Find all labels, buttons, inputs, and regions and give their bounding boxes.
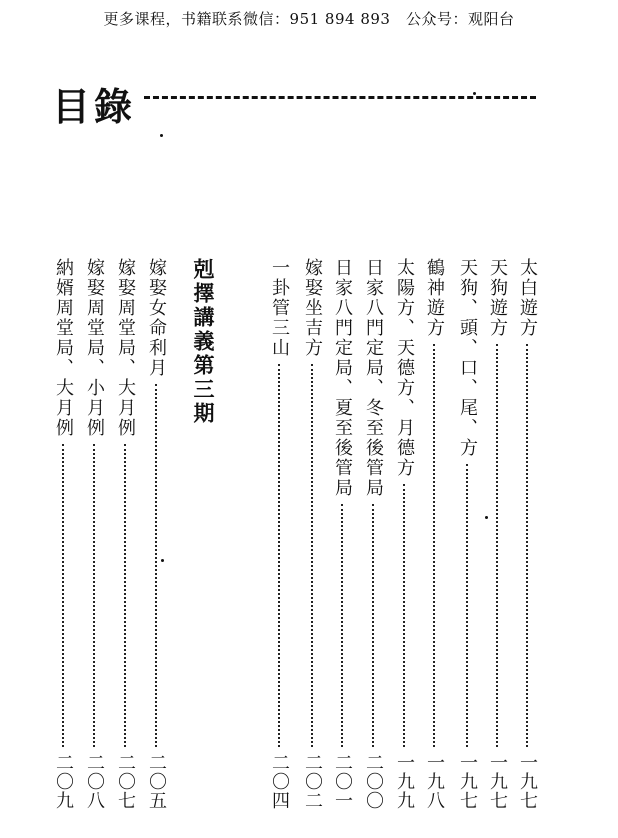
leader-dots [496,344,498,747]
toc-entry [453,258,481,810]
toc-entry-page: 二〇〇 [363,753,384,810]
toc-entry-page: 一九七 [487,753,508,810]
toc-entry-page: 一九九 [394,753,415,810]
toc-entry-title: 嫁娶坐吉方 [302,258,323,358]
toc-entry-page: 二〇八 [84,753,105,810]
toc-entry-title: 嫁娶女命利月 [146,258,167,378]
speck [160,134,163,137]
title-rule [144,96,536,99]
leader-dots [526,344,528,747]
page-title: 目錄 [52,84,137,129]
toc-entry [328,258,356,810]
leader-dots [341,504,343,747]
toc-entry-page: 二〇五 [146,753,167,810]
leader-dots [155,384,157,747]
leader-dots [93,444,95,747]
toc-entry-title: 天狗遊方 [487,258,508,338]
toc-entry-title: 太白遊方 [517,258,538,338]
toc-entry-page: 二〇九 [53,753,74,810]
toc-entry-title: 納婿周堂局、大月例 [53,258,74,438]
speck [473,92,476,95]
toc-entry [483,258,511,810]
toc-entry [298,258,326,810]
toc-entry-page: 二〇二 [302,753,323,810]
leader-dots [62,444,64,747]
toc-entry [359,258,387,810]
leader-dots [311,364,313,747]
toc-entry-title: 嫁娶周堂局、大月例 [115,258,136,438]
toc-entry-page: 一九八 [424,753,445,810]
toc-entry-page: 二〇一 [332,753,353,810]
toc-entry [142,258,170,810]
toc-entry-title: 鶴神遊方 [424,258,445,338]
toc-entry [49,258,77,810]
toc-entry-title: 日家八門定局、夏至後管局 [332,258,353,498]
section-heading: 剋擇講義第三期 [191,258,216,426]
toc-entry [111,258,139,810]
toc-entry-title: 嫁娶周堂局、小月例 [84,258,105,438]
toc-entry-title: 一卦管三山 [269,258,290,358]
leader-dots [403,484,405,747]
toc-entry [420,258,448,810]
leader-dots [466,464,468,747]
page-header: 更多课程，书籍联系微信：951 894 893 公众号：观阳台 [103,10,515,28]
leader-dots [433,344,435,747]
toc-entry [390,258,418,810]
toc-entry-page: 二〇七 [115,753,136,810]
toc-entry-page: 一九七 [457,753,478,810]
toc-entry [265,258,293,810]
toc-entry [80,258,108,810]
leader-dots [124,444,126,747]
leader-dots [372,504,374,747]
toc-entry-page: 一九七 [517,753,538,810]
toc-entry-page: 二〇四 [269,753,290,810]
toc-entry-title: 太陽方、天德方、月德方 [394,258,415,478]
toc-entry [513,258,541,810]
leader-dots [278,364,280,747]
toc-entry-title: 日家八門定局、冬至後管局 [363,258,384,498]
toc-entry-title: 天狗、頭、口、尾、方 [457,258,478,458]
